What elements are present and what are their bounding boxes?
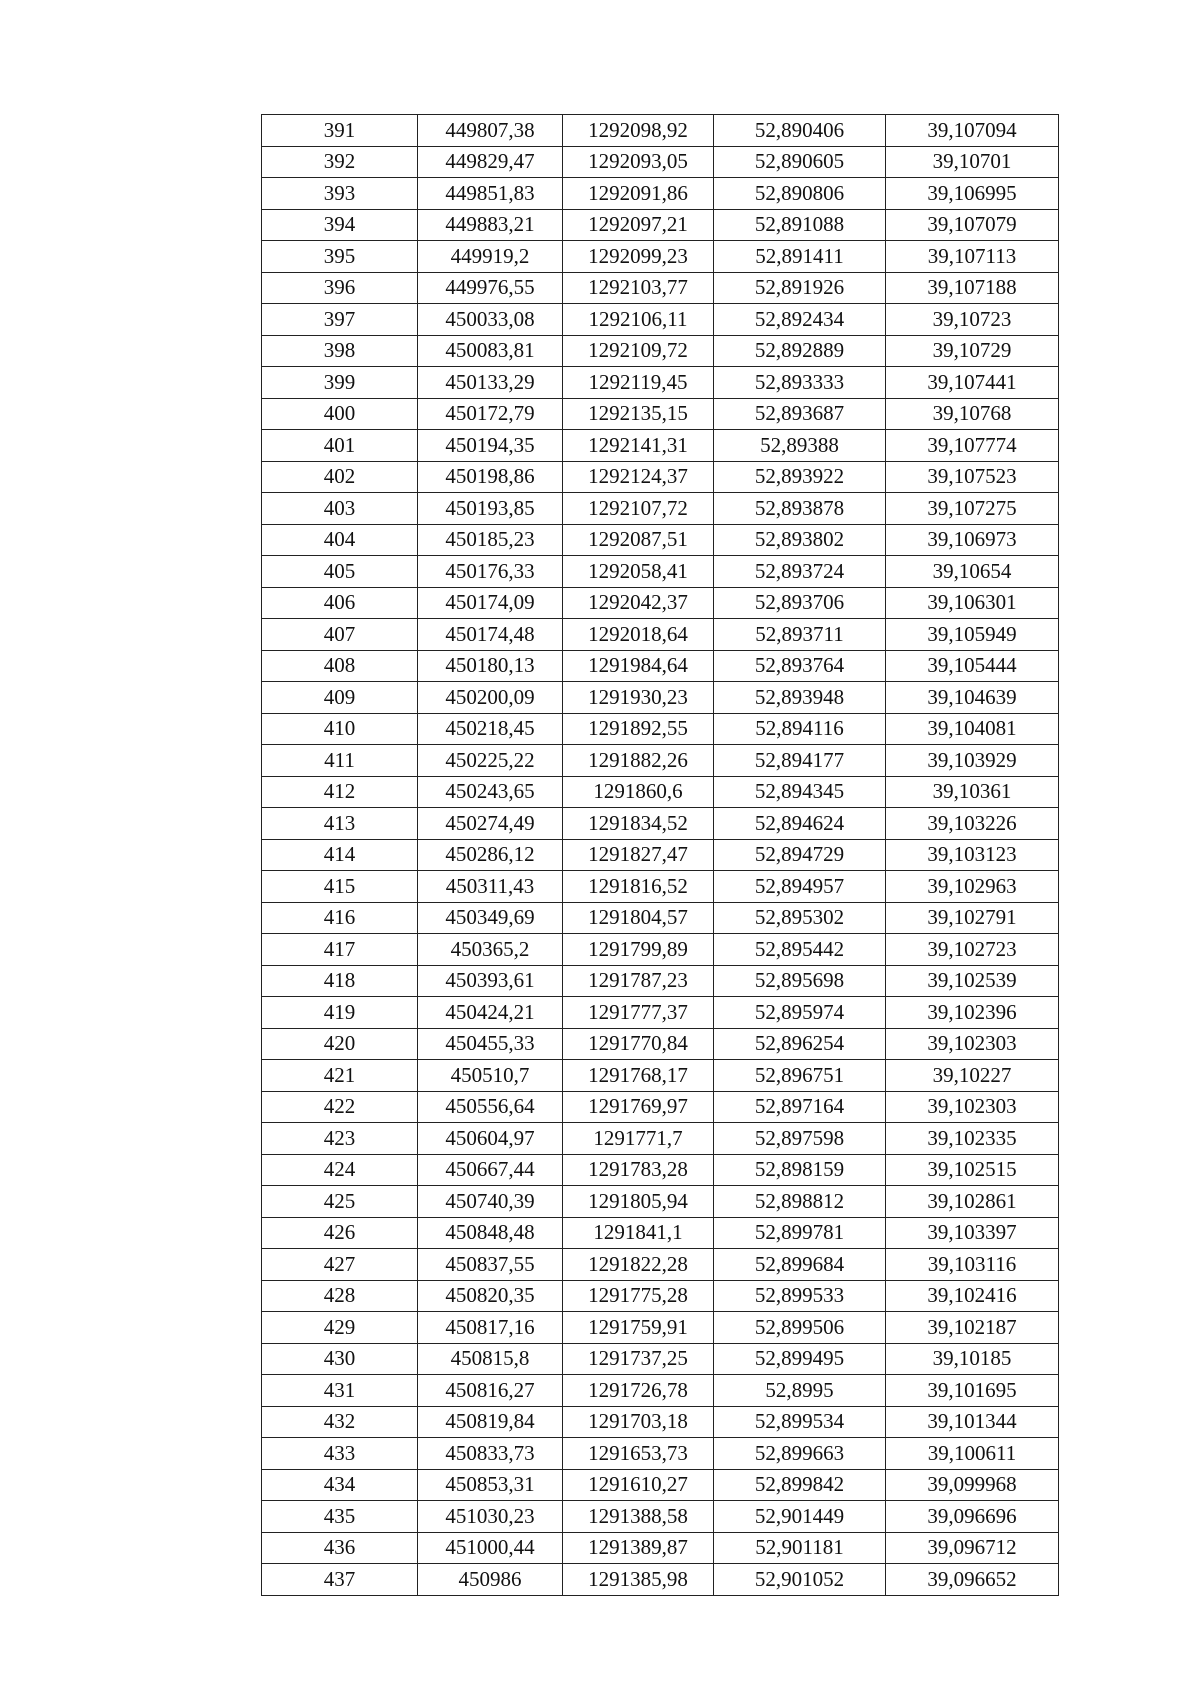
y-coordinate-cell: 1291860,6 bbox=[563, 776, 714, 808]
longitude-cell: 39,100611 bbox=[886, 1438, 1059, 1470]
x-coordinate-cell: 450133,29 bbox=[418, 367, 563, 399]
latitude-cell: 52,896751 bbox=[714, 1060, 886, 1092]
table-row bbox=[262, 1406, 1059, 1438]
point-number-cell: 437 bbox=[262, 1564, 418, 1596]
longitude-cell: 39,106973 bbox=[886, 524, 1059, 556]
longitude-cell: 39,107275 bbox=[886, 493, 1059, 525]
coordinates-table bbox=[261, 114, 1059, 1596]
x-coordinate-cell: 450200,09 bbox=[418, 682, 563, 714]
latitude-cell: 52,890406 bbox=[714, 115, 886, 147]
x-coordinate-cell: 450194,35 bbox=[418, 430, 563, 462]
latitude-cell: 52,898159 bbox=[714, 1154, 886, 1186]
y-coordinate-cell: 1291783,28 bbox=[563, 1154, 714, 1186]
y-coordinate-cell: 1291930,23 bbox=[563, 682, 714, 714]
latitude-cell: 52,891926 bbox=[714, 272, 886, 304]
longitude-cell: 39,10654 bbox=[886, 556, 1059, 588]
table-row bbox=[262, 1060, 1059, 1092]
point-number-cell: 408 bbox=[262, 650, 418, 682]
table-row bbox=[262, 1186, 1059, 1218]
x-coordinate-cell: 450349,69 bbox=[418, 902, 563, 934]
x-coordinate-cell: 450243,65 bbox=[418, 776, 563, 808]
table-row bbox=[262, 713, 1059, 745]
x-coordinate-cell: 450819,84 bbox=[418, 1406, 563, 1438]
longitude-cell: 39,099968 bbox=[886, 1469, 1059, 1501]
x-coordinate-cell: 450816,27 bbox=[418, 1375, 563, 1407]
x-coordinate-cell: 450393,61 bbox=[418, 965, 563, 997]
latitude-cell: 52,897598 bbox=[714, 1123, 886, 1155]
y-coordinate-cell: 1291834,52 bbox=[563, 808, 714, 840]
longitude-cell: 39,102791 bbox=[886, 902, 1059, 934]
x-coordinate-cell: 450424,21 bbox=[418, 997, 563, 1029]
longitude-cell: 39,10723 bbox=[886, 304, 1059, 336]
table-row bbox=[262, 335, 1059, 367]
y-coordinate-cell: 1291726,78 bbox=[563, 1375, 714, 1407]
x-coordinate-cell: 450311,43 bbox=[418, 871, 563, 903]
latitude-cell: 52,899781 bbox=[714, 1217, 886, 1249]
table-row bbox=[262, 965, 1059, 997]
y-coordinate-cell: 1291984,64 bbox=[563, 650, 714, 682]
latitude-cell: 52,895974 bbox=[714, 997, 886, 1029]
longitude-cell: 39,107079 bbox=[886, 209, 1059, 241]
x-coordinate-cell: 451030,23 bbox=[418, 1501, 563, 1533]
x-coordinate-cell: 450986 bbox=[418, 1564, 563, 1596]
point-number-cell: 420 bbox=[262, 1028, 418, 1060]
latitude-cell: 52,893333 bbox=[714, 367, 886, 399]
longitude-cell: 39,103116 bbox=[886, 1249, 1059, 1281]
table-row bbox=[262, 1438, 1059, 1470]
y-coordinate-cell: 1291805,94 bbox=[563, 1186, 714, 1218]
table-row bbox=[262, 178, 1059, 210]
point-number-cell: 416 bbox=[262, 902, 418, 934]
point-number-cell: 418 bbox=[262, 965, 418, 997]
latitude-cell: 52,897164 bbox=[714, 1091, 886, 1123]
longitude-cell: 39,10729 bbox=[886, 335, 1059, 367]
y-coordinate-cell: 1291882,26 bbox=[563, 745, 714, 777]
point-number-cell: 426 bbox=[262, 1217, 418, 1249]
x-coordinate-cell: 449807,38 bbox=[418, 115, 563, 147]
y-coordinate-cell: 1292107,72 bbox=[563, 493, 714, 525]
y-coordinate-cell: 1292119,45 bbox=[563, 367, 714, 399]
y-coordinate-cell: 1291816,52 bbox=[563, 871, 714, 903]
point-number-cell: 428 bbox=[262, 1280, 418, 1312]
x-coordinate-cell: 450174,48 bbox=[418, 619, 563, 651]
y-coordinate-cell: 1292099,23 bbox=[563, 241, 714, 273]
latitude-cell: 52,901181 bbox=[714, 1532, 886, 1564]
y-coordinate-cell: 1291841,1 bbox=[563, 1217, 714, 1249]
x-coordinate-cell: 450286,12 bbox=[418, 839, 563, 871]
table-row bbox=[262, 902, 1059, 934]
y-coordinate-cell: 1291388,58 bbox=[563, 1501, 714, 1533]
longitude-cell: 39,105949 bbox=[886, 619, 1059, 651]
x-coordinate-cell: 450820,35 bbox=[418, 1280, 563, 1312]
latitude-cell: 52,898812 bbox=[714, 1186, 886, 1218]
longitude-cell: 39,107113 bbox=[886, 241, 1059, 273]
table-row bbox=[262, 871, 1059, 903]
table-row bbox=[262, 115, 1059, 147]
latitude-cell: 52,893764 bbox=[714, 650, 886, 682]
point-number-cell: 393 bbox=[262, 178, 418, 210]
longitude-cell: 39,10227 bbox=[886, 1060, 1059, 1092]
y-coordinate-cell: 1292097,21 bbox=[563, 209, 714, 241]
longitude-cell: 39,102515 bbox=[886, 1154, 1059, 1186]
y-coordinate-cell: 1291737,25 bbox=[563, 1343, 714, 1375]
longitude-cell: 39,107188 bbox=[886, 272, 1059, 304]
latitude-cell: 52,891088 bbox=[714, 209, 886, 241]
y-coordinate-cell: 1292098,92 bbox=[563, 115, 714, 147]
x-coordinate-cell: 450365,2 bbox=[418, 934, 563, 966]
longitude-cell: 39,101344 bbox=[886, 1406, 1059, 1438]
longitude-cell: 39,102416 bbox=[886, 1280, 1059, 1312]
point-number-cell: 432 bbox=[262, 1406, 418, 1438]
y-coordinate-cell: 1292109,72 bbox=[563, 335, 714, 367]
y-coordinate-cell: 1292103,77 bbox=[563, 272, 714, 304]
point-number-cell: 398 bbox=[262, 335, 418, 367]
table-row bbox=[262, 304, 1059, 336]
y-coordinate-cell: 1292018,64 bbox=[563, 619, 714, 651]
longitude-cell: 39,106995 bbox=[886, 178, 1059, 210]
point-number-cell: 431 bbox=[262, 1375, 418, 1407]
table-row bbox=[262, 1312, 1059, 1344]
point-number-cell: 391 bbox=[262, 115, 418, 147]
y-coordinate-cell: 1292124,37 bbox=[563, 461, 714, 493]
table-row bbox=[262, 1375, 1059, 1407]
longitude-cell: 39,104081 bbox=[886, 713, 1059, 745]
latitude-cell: 52,899533 bbox=[714, 1280, 886, 1312]
x-coordinate-cell: 449976,55 bbox=[418, 272, 563, 304]
longitude-cell: 39,107094 bbox=[886, 115, 1059, 147]
latitude-cell: 52,894624 bbox=[714, 808, 886, 840]
table-row bbox=[262, 1123, 1059, 1155]
x-coordinate-cell: 450817,16 bbox=[418, 1312, 563, 1344]
point-number-cell: 400 bbox=[262, 398, 418, 430]
longitude-cell: 39,101695 bbox=[886, 1375, 1059, 1407]
table-row bbox=[262, 587, 1059, 619]
longitude-cell: 39,096652 bbox=[886, 1564, 1059, 1596]
y-coordinate-cell: 1292091,86 bbox=[563, 178, 714, 210]
latitude-cell: 52,899506 bbox=[714, 1312, 886, 1344]
x-coordinate-cell: 450176,33 bbox=[418, 556, 563, 588]
x-coordinate-cell: 450172,79 bbox=[418, 398, 563, 430]
latitude-cell: 52,896254 bbox=[714, 1028, 886, 1060]
y-coordinate-cell: 1291827,47 bbox=[563, 839, 714, 871]
longitude-cell: 39,096696 bbox=[886, 1501, 1059, 1533]
x-coordinate-cell: 450083,81 bbox=[418, 335, 563, 367]
latitude-cell: 52,901052 bbox=[714, 1564, 886, 1596]
y-coordinate-cell: 1292087,51 bbox=[563, 524, 714, 556]
latitude-cell: 52,899663 bbox=[714, 1438, 886, 1470]
longitude-cell: 39,102539 bbox=[886, 965, 1059, 997]
y-coordinate-cell: 1291610,27 bbox=[563, 1469, 714, 1501]
latitude-cell: 52,893948 bbox=[714, 682, 886, 714]
table-row bbox=[262, 524, 1059, 556]
y-coordinate-cell: 1291775,28 bbox=[563, 1280, 714, 1312]
table-row bbox=[262, 272, 1059, 304]
latitude-cell: 52,899842 bbox=[714, 1469, 886, 1501]
latitude-cell: 52,895442 bbox=[714, 934, 886, 966]
latitude-cell: 52,893802 bbox=[714, 524, 886, 556]
point-number-cell: 405 bbox=[262, 556, 418, 588]
latitude-cell: 52,8995 bbox=[714, 1375, 886, 1407]
y-coordinate-cell: 1292135,15 bbox=[563, 398, 714, 430]
table-row bbox=[262, 997, 1059, 1029]
x-coordinate-cell: 449829,47 bbox=[418, 146, 563, 178]
table-row bbox=[262, 367, 1059, 399]
longitude-cell: 39,102963 bbox=[886, 871, 1059, 903]
point-number-cell: 394 bbox=[262, 209, 418, 241]
latitude-cell: 52,899495 bbox=[714, 1343, 886, 1375]
latitude-cell: 52,892434 bbox=[714, 304, 886, 336]
longitude-cell: 39,102303 bbox=[886, 1091, 1059, 1123]
longitude-cell: 39,102303 bbox=[886, 1028, 1059, 1060]
y-coordinate-cell: 1291770,84 bbox=[563, 1028, 714, 1060]
point-number-cell: 419 bbox=[262, 997, 418, 1029]
longitude-cell: 39,107523 bbox=[886, 461, 1059, 493]
point-number-cell: 399 bbox=[262, 367, 418, 399]
latitude-cell: 52,892889 bbox=[714, 335, 886, 367]
x-coordinate-cell: 450033,08 bbox=[418, 304, 563, 336]
table-row bbox=[262, 1532, 1059, 1564]
table-row bbox=[262, 1028, 1059, 1060]
y-coordinate-cell: 1291787,23 bbox=[563, 965, 714, 997]
point-number-cell: 433 bbox=[262, 1438, 418, 1470]
x-coordinate-cell: 450740,39 bbox=[418, 1186, 563, 1218]
latitude-cell: 52,894345 bbox=[714, 776, 886, 808]
point-number-cell: 423 bbox=[262, 1123, 418, 1155]
table-row bbox=[262, 1501, 1059, 1533]
point-number-cell: 413 bbox=[262, 808, 418, 840]
table-row bbox=[262, 650, 1059, 682]
x-coordinate-cell: 449919,2 bbox=[418, 241, 563, 273]
x-coordinate-cell: 450604,97 bbox=[418, 1123, 563, 1155]
latitude-cell: 52,89388 bbox=[714, 430, 886, 462]
point-number-cell: 421 bbox=[262, 1060, 418, 1092]
y-coordinate-cell: 1292093,05 bbox=[563, 146, 714, 178]
table-row bbox=[262, 839, 1059, 871]
point-number-cell: 404 bbox=[262, 524, 418, 556]
point-number-cell: 424 bbox=[262, 1154, 418, 1186]
y-coordinate-cell: 1291799,89 bbox=[563, 934, 714, 966]
latitude-cell: 52,894116 bbox=[714, 713, 886, 745]
longitude-cell: 39,102335 bbox=[886, 1123, 1059, 1155]
x-coordinate-cell: 450174,09 bbox=[418, 587, 563, 619]
longitude-cell: 39,103226 bbox=[886, 808, 1059, 840]
y-coordinate-cell: 1291777,37 bbox=[563, 997, 714, 1029]
point-number-cell: 425 bbox=[262, 1186, 418, 1218]
x-coordinate-cell: 449883,21 bbox=[418, 209, 563, 241]
latitude-cell: 52,893922 bbox=[714, 461, 886, 493]
latitude-cell: 52,890806 bbox=[714, 178, 886, 210]
table-row bbox=[262, 1469, 1059, 1501]
longitude-cell: 39,107774 bbox=[886, 430, 1059, 462]
longitude-cell: 39,106301 bbox=[886, 587, 1059, 619]
table-row bbox=[262, 241, 1059, 273]
point-number-cell: 414 bbox=[262, 839, 418, 871]
table-row bbox=[262, 1154, 1059, 1186]
table-row bbox=[262, 461, 1059, 493]
y-coordinate-cell: 1292042,37 bbox=[563, 587, 714, 619]
point-number-cell: 403 bbox=[262, 493, 418, 525]
x-coordinate-cell: 450556,64 bbox=[418, 1091, 563, 1123]
latitude-cell: 52,890605 bbox=[714, 146, 886, 178]
latitude-cell: 52,893878 bbox=[714, 493, 886, 525]
y-coordinate-cell: 1291892,55 bbox=[563, 713, 714, 745]
point-number-cell: 407 bbox=[262, 619, 418, 651]
latitude-cell: 52,891411 bbox=[714, 241, 886, 273]
y-coordinate-cell: 1291771,7 bbox=[563, 1123, 714, 1155]
x-coordinate-cell: 450193,85 bbox=[418, 493, 563, 525]
longitude-cell: 39,102861 bbox=[886, 1186, 1059, 1218]
longitude-cell: 39,104639 bbox=[886, 682, 1059, 714]
point-number-cell: 436 bbox=[262, 1532, 418, 1564]
x-coordinate-cell: 451000,44 bbox=[418, 1532, 563, 1564]
x-coordinate-cell: 450837,55 bbox=[418, 1249, 563, 1281]
y-coordinate-cell: 1292106,11 bbox=[563, 304, 714, 336]
table-row bbox=[262, 493, 1059, 525]
longitude-cell: 39,10701 bbox=[886, 146, 1059, 178]
x-coordinate-cell: 450455,33 bbox=[418, 1028, 563, 1060]
point-number-cell: 406 bbox=[262, 587, 418, 619]
latitude-cell: 52,899534 bbox=[714, 1406, 886, 1438]
point-number-cell: 412 bbox=[262, 776, 418, 808]
longitude-cell: 39,102396 bbox=[886, 997, 1059, 1029]
y-coordinate-cell: 1291804,57 bbox=[563, 902, 714, 934]
longitude-cell: 39,102187 bbox=[886, 1312, 1059, 1344]
x-coordinate-cell: 450815,8 bbox=[418, 1343, 563, 1375]
longitude-cell: 39,103929 bbox=[886, 745, 1059, 777]
table-row bbox=[262, 776, 1059, 808]
table-row bbox=[262, 430, 1059, 462]
table-row bbox=[262, 1091, 1059, 1123]
y-coordinate-cell: 1291769,97 bbox=[563, 1091, 714, 1123]
x-coordinate-cell: 450848,48 bbox=[418, 1217, 563, 1249]
latitude-cell: 52,899684 bbox=[714, 1249, 886, 1281]
latitude-cell: 52,893724 bbox=[714, 556, 886, 588]
point-number-cell: 395 bbox=[262, 241, 418, 273]
longitude-cell: 39,105444 bbox=[886, 650, 1059, 682]
point-number-cell: 402 bbox=[262, 461, 418, 493]
latitude-cell: 52,893711 bbox=[714, 619, 886, 651]
y-coordinate-cell: 1292141,31 bbox=[563, 430, 714, 462]
table-row bbox=[262, 934, 1059, 966]
y-coordinate-cell: 1291385,98 bbox=[563, 1564, 714, 1596]
table-row bbox=[262, 398, 1059, 430]
point-number-cell: 429 bbox=[262, 1312, 418, 1344]
x-coordinate-cell: 450180,13 bbox=[418, 650, 563, 682]
longitude-cell: 39,103397 bbox=[886, 1217, 1059, 1249]
point-number-cell: 434 bbox=[262, 1469, 418, 1501]
y-coordinate-cell: 1291703,18 bbox=[563, 1406, 714, 1438]
point-number-cell: 427 bbox=[262, 1249, 418, 1281]
point-number-cell: 415 bbox=[262, 871, 418, 903]
table-row bbox=[262, 619, 1059, 651]
x-coordinate-cell: 450274,49 bbox=[418, 808, 563, 840]
point-number-cell: 411 bbox=[262, 745, 418, 777]
table-row bbox=[262, 209, 1059, 241]
x-coordinate-cell: 450833,73 bbox=[418, 1438, 563, 1470]
x-coordinate-cell: 450853,31 bbox=[418, 1469, 563, 1501]
longitude-cell: 39,10768 bbox=[886, 398, 1059, 430]
latitude-cell: 52,893687 bbox=[714, 398, 886, 430]
longitude-cell: 39,10361 bbox=[886, 776, 1059, 808]
table-row bbox=[262, 146, 1059, 178]
point-number-cell: 392 bbox=[262, 146, 418, 178]
longitude-cell: 39,102723 bbox=[886, 934, 1059, 966]
table-row bbox=[262, 1280, 1059, 1312]
table-row bbox=[262, 556, 1059, 588]
longitude-cell: 39,096712 bbox=[886, 1532, 1059, 1564]
y-coordinate-cell: 1291768,17 bbox=[563, 1060, 714, 1092]
point-number-cell: 401 bbox=[262, 430, 418, 462]
x-coordinate-cell: 450667,44 bbox=[418, 1154, 563, 1186]
table-row bbox=[262, 808, 1059, 840]
y-coordinate-cell: 1291759,91 bbox=[563, 1312, 714, 1344]
latitude-cell: 52,895302 bbox=[714, 902, 886, 934]
x-coordinate-cell: 450225,22 bbox=[418, 745, 563, 777]
point-number-cell: 422 bbox=[262, 1091, 418, 1123]
longitude-cell: 39,103123 bbox=[886, 839, 1059, 871]
x-coordinate-cell: 450185,23 bbox=[418, 524, 563, 556]
point-number-cell: 396 bbox=[262, 272, 418, 304]
latitude-cell: 52,894729 bbox=[714, 839, 886, 871]
table-row bbox=[262, 1249, 1059, 1281]
latitude-cell: 52,901449 bbox=[714, 1501, 886, 1533]
longitude-cell: 39,107441 bbox=[886, 367, 1059, 399]
y-coordinate-cell: 1291822,28 bbox=[563, 1249, 714, 1281]
table-row bbox=[262, 1217, 1059, 1249]
point-number-cell: 397 bbox=[262, 304, 418, 336]
latitude-cell: 52,893706 bbox=[714, 587, 886, 619]
latitude-cell: 52,894957 bbox=[714, 871, 886, 903]
point-number-cell: 435 bbox=[262, 1501, 418, 1533]
point-number-cell: 409 bbox=[262, 682, 418, 714]
coordinates-table-body bbox=[262, 115, 1059, 1596]
latitude-cell: 52,894177 bbox=[714, 745, 886, 777]
table-row bbox=[262, 682, 1059, 714]
y-coordinate-cell: 1291653,73 bbox=[563, 1438, 714, 1470]
longitude-cell: 39,10185 bbox=[886, 1343, 1059, 1375]
point-number-cell: 410 bbox=[262, 713, 418, 745]
point-number-cell: 417 bbox=[262, 934, 418, 966]
x-coordinate-cell: 449851,83 bbox=[418, 178, 563, 210]
table-row bbox=[262, 1343, 1059, 1375]
latitude-cell: 52,895698 bbox=[714, 965, 886, 997]
table-row bbox=[262, 745, 1059, 777]
x-coordinate-cell: 450218,45 bbox=[418, 713, 563, 745]
x-coordinate-cell: 450510,7 bbox=[418, 1060, 563, 1092]
point-number-cell: 430 bbox=[262, 1343, 418, 1375]
table-row bbox=[262, 1564, 1059, 1596]
y-coordinate-cell: 1291389,87 bbox=[563, 1532, 714, 1564]
y-coordinate-cell: 1292058,41 bbox=[563, 556, 714, 588]
x-coordinate-cell: 450198,86 bbox=[418, 461, 563, 493]
